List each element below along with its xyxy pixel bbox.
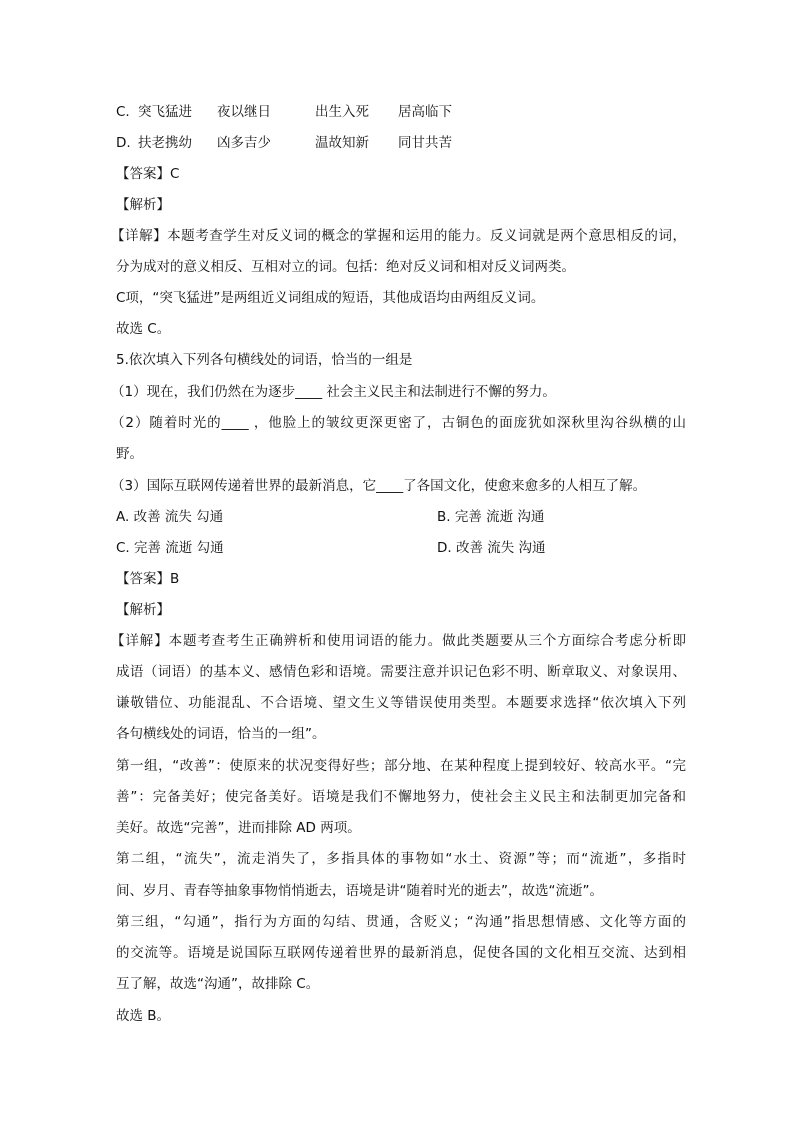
q4-option-d	[116, 133, 686, 153]
q5-group1-line: 美好。故选“完善”，进而排除 AD 两项。	[116, 820, 361, 836]
q5-sentence-2: （2）随着时光的____ ，他脸上的皱纹更深更密了，古铜色的面庞犹如深秋里沟谷纵横的山	[111, 415, 686, 431]
option-item: 温故知新	[315, 135, 369, 151]
option-item: 同甘共苦	[398, 135, 452, 151]
q5-answer: 【答案】B	[116, 571, 180, 587]
q5-option-b: B. 完善 流逝 沟通	[437, 509, 545, 525]
option-label: D.	[116, 135, 131, 151]
q5-group3-line: 互了解，故选“沟通”，故排除 C。	[116, 976, 320, 992]
q4-conclusion: 故选 C。	[116, 321, 171, 337]
q4-analysis-tag: 【解析】	[116, 197, 170, 213]
q5-detail-line: 谦敬错位、功能混乱、不合语境、望文生义等错误使用类型。本题要求选择“依次填入下列	[116, 695, 686, 711]
q5-option-c: C. 完善 流逝 勾通	[116, 540, 224, 556]
q4-option-c	[116, 102, 686, 122]
q4-detail-line: 【详解】本题考查学生对反义词的概念的掌握和运用的能力。反义词就是两个意思相反的词，	[111, 228, 686, 244]
q5-analysis-tag: 【解析】	[116, 602, 170, 618]
q5-group2-line: 间、岁月、青春等抽象事物悄悄逝去，语境是讲“随着时光的逝去”，故选“流逝”。	[116, 883, 603, 899]
option-item: 凶多吉少	[217, 135, 271, 151]
q5-title: 5.依次填入下列各句横线处的词语，恰当的一组是	[116, 352, 413, 368]
q5-sentence-2-cont: 野。	[116, 446, 143, 462]
option-item: 突飞猛进	[138, 104, 192, 120]
q4-detail-line: C项，“突飞猛进”是两组近义词组成的短语，其他成语均由两组反义词。	[116, 290, 545, 306]
q5-sentence-3: （3）国际互联网传递着世界的最新消息，它____了各国文化，使愈来愈多的人相互了解。	[111, 478, 647, 494]
option-item: 出生入死	[315, 104, 369, 120]
q5-option-a: A. 改善 流失 勾通	[116, 509, 224, 525]
option-item: 扶老携幼	[138, 135, 192, 151]
q5-group1-line: 善”：完备美好；使完备美好。语境是我们不懈地努力，使社会主义民主和法制更加完备和	[116, 789, 686, 805]
q5-detail-line: 【详解】本题考查考生正确辨析和使用词语的能力。做此类题要从三个方面综合考虑分析即	[111, 633, 686, 649]
q5-option-d: D. 改善 流失 沟通	[437, 540, 546, 556]
option-item: 居高临下	[398, 104, 452, 120]
q4-detail-line: 分为成对的意义相反、互相对立的词。包括：绝对反义词和相对反义词两类。	[116, 259, 575, 275]
q5-detail-line: 各句横线处的词语，恰当的一组”。	[116, 726, 326, 742]
option-label: C.	[116, 104, 130, 120]
q4-answer: 【答案】C	[116, 166, 180, 182]
q5-group1-line: 第一组，“改善”：使原来的状况变得好些；部分地、在某种程度上提到较好、较高水平。“完	[116, 758, 686, 774]
q5-sentence-1: （1）现在，我们仍然在为逐步____ 社会主义民主和法制进行不懈的努力。	[111, 384, 556, 400]
q5-detail-line: 成语（词语）的基本义、感情色彩和语境。需要注意并识记色彩不明、断章取义、对象误用、	[116, 664, 686, 680]
q5-group2-line: 第二组，“流失”，流走消失了，多指具体的事物如“水土、资源”等；而“流逝”，多指时	[116, 851, 686, 867]
q5-group3-line: 的交流等。语境是说国际互联网传递着世界的最新消息，促使各国的文化相互交流、达到相	[116, 945, 686, 961]
option-item: 夜以继日	[217, 104, 271, 120]
q5-conclusion: 故选 B。	[116, 1008, 171, 1024]
q5-group3-line: 第三组，“勾通”，指行为方面的勾结、贯通，含贬义；“沟通”指思想情感、文化等方面的	[116, 914, 686, 930]
